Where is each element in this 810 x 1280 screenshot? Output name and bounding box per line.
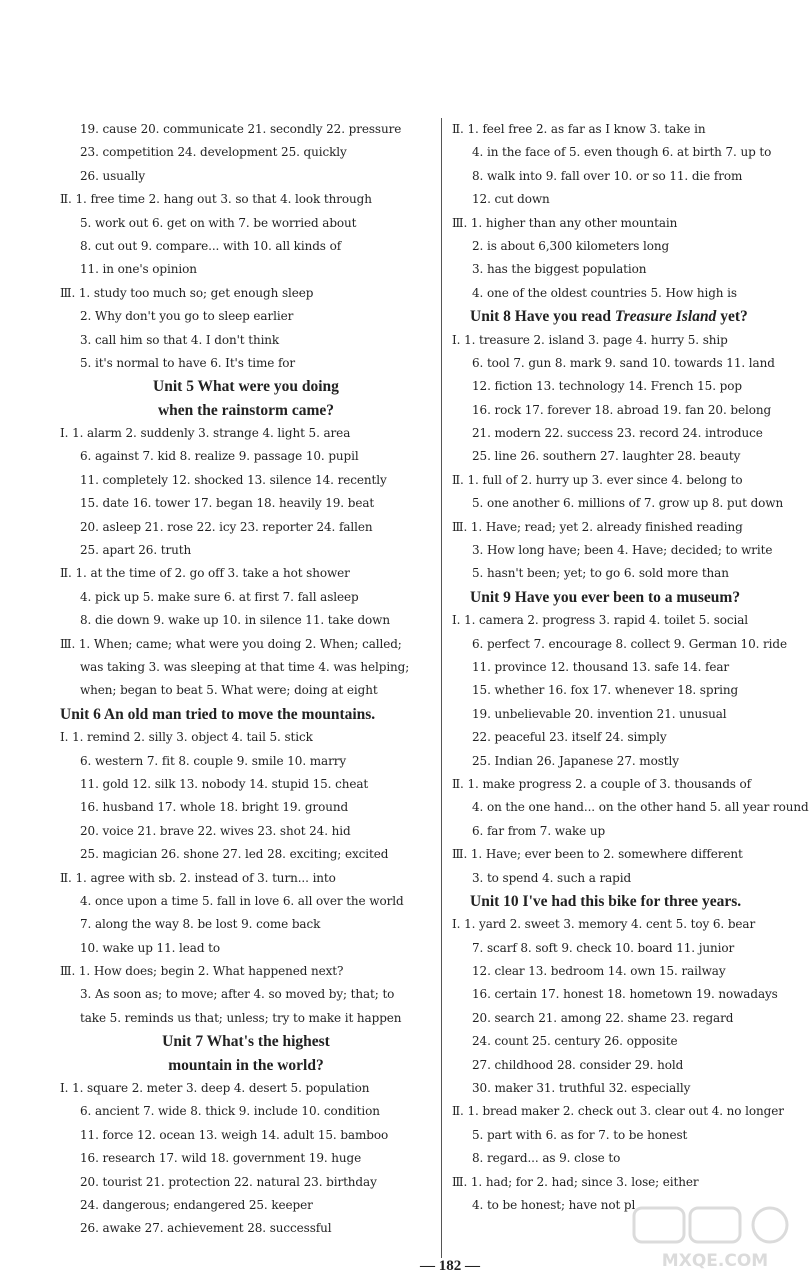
answer-line: 26. usually [80,168,146,183]
answer-line: 11. in one's opinion [80,262,197,277]
answer-line: 5. part with 6. as for 7. to be honest [472,1127,688,1142]
answer-line: 21. modern 22. success 23. record 24. introduce [472,426,763,441]
answer-line: 20. search 21. among 22. shame 23. regard [472,1010,734,1025]
answer-line: 16. research 17. wild 18. government 19. huge [80,1151,362,1166]
answer-line: 3. to spend 4. such a rapid [472,870,632,885]
answer-line: 4. on the one hand... on the other hand 5. all year round [472,800,809,815]
answer-line: 8. regard... as 9. close to [472,1151,621,1166]
book-title: Treasure Island [614,308,717,326]
answer-line: 6. perfect 7. encourage 8. collect 9. German 10. ride [472,636,788,651]
answer-line: 10. wake up 11. lead to [80,940,220,955]
answer-line: 19. unbelievable 20. invention 21. unusual [472,706,727,721]
answer-line: 25. line 26. southern 27. laughter 28. beauty [472,449,741,464]
page-number: — 182 — [420,1258,480,1274]
answer-line: 15. date 16. tower 17. began 18. heavily 19. beat [80,496,375,511]
answer-line: 3. As soon as; to move; after 4. so moved by; that; to [80,987,395,1002]
answer-line: 5. work out 6. get on with 7. be worried about [80,215,357,230]
unit-heading-text: yet? [716,308,748,326]
section-answer-line: Ⅱ. 1. full of 2. hurry up 3. ever since 4. belong to [452,472,743,487]
answer-line: 22. peaceful 23. itself 24. simply [472,730,667,745]
answer-line: 4. in the face of 5. even though 6. at birth 7. up to [472,145,772,160]
answer-line: 16. rock 17. forever 18. abroad 19. fan 20. belong [472,402,772,417]
answer-line: take 5. reminds us that; unless; try to make it happen [80,1010,402,1025]
section-answer-line: Ⅲ. 1. Have; ever been to 2. somewhere different [452,847,743,862]
answer-line: 6. tool 7. gun 8. mark 9. sand 10. towards 11. land [472,355,775,370]
section-answer-line: Ⅰ. 1. yard 2. sweet 3. memory 4. cent 5. toy 6. bear [452,917,756,932]
answer-line: 2. is about 6,300 kilometers long [472,238,670,253]
answer-line: 11. force 12. ocean 13. weigh 14. adult 15. bamboo [80,1127,389,1142]
answer-line: 23. competition 24. development 25. quickly [80,145,347,160]
section-answer-line: Ⅰ. 1. remind 2. silly 3. object 4. tail 5. stick [60,730,313,745]
section-answer-line: Ⅰ. 1. alarm 2. suddenly 3. strange 4. light 5. area [60,426,351,441]
unit-heading: Unit 9 Have you ever been to a museum? [470,588,741,606]
answer-line: 20. asleep 21. rose 22. icy 23. reporter 24. fallen [80,519,373,534]
section-answer-line: Ⅰ. 1. square 2. meter 3. deep 4. desert 5. population [60,1081,370,1096]
section-answer-line: Ⅱ. 1. feel free 2. as far as I know 3. take in [452,122,706,136]
answer-line: 11. completely 12. shocked 13. silence 14. recently [80,472,387,487]
answer-line: 4. pick up 5. make sure 6. at first 7. fall asleep [80,589,359,604]
unit-heading: mountain in the world? [168,1056,324,1074]
answer-line: 26. awake 27. achievement 28. successful [80,1221,332,1236]
answer-line: 25. magician 26. shone 27. led 28. exciting; excited [80,847,389,862]
answer-line: 24. count 25. century 26. opposite [472,1034,678,1049]
answer-line: 6. far from 7. wake up [472,823,606,838]
answer-line: 12. cut down [472,192,550,207]
answer-line: 5. one another 6. millions of 7. grow up 8. put down [472,496,784,511]
answer-line: 25. Indian 26. Japanese 27. mostly [472,753,679,768]
answer-line: 16. certain 17. honest 18. hometown 19. nowadays [472,987,778,1002]
unit-heading: Unit 6 An old man tried to move the mountains. [60,705,376,723]
answer-line: 27. childhood 28. consider 29. hold [472,1057,684,1072]
watermark-logo [630,1204,800,1274]
answer-line: 8. cut out 9. compare... with 10. all kinds of [80,238,342,253]
watermark-text: MXQE.COM [661,1251,769,1271]
section-answer-line: Ⅰ. 1. camera 2. progress 3. rapid 4. toilet 5. social [452,613,749,628]
answer-line: 30. maker 31. truthful 32. especially [472,1081,691,1096]
answer-line: 6. western 7. fit 8. couple 9. smile 10. marry [80,753,347,768]
answer-line: 15. whether 16. fox 17. whenever 18. spring [472,683,739,698]
answer-line: 19. cause 20. communicate 21. secondly 22. pressure [80,122,402,136]
answer-line: 12. clear 13. bedroom 14. own 15. railway [472,964,726,979]
column-divider [441,118,442,1258]
answer-line: 5. it's normal to have 6. It's time for [80,355,296,370]
answer-line: was taking 3. was sleeping at that time 4. was helping; [80,659,410,674]
answer-line: 3. How long have; been 4. Have; decided; to write [472,543,773,558]
answer-line: 16. husband 17. whole 18. bright 19. ground [80,800,349,815]
answer-line: 20. voice 21. brave 22. wives 23. shot 24. hid [80,823,351,838]
section-answer-line: Ⅱ. 1. at the time of 2. go off 3. take a hot shower [60,566,350,581]
right-column [452,118,810,1217]
section-answer-line: Ⅲ. 1. How does; begin 2. What happened next? [60,964,344,979]
answer-line: 11. gold 12. silk 13. nobody 14. stupid 15. cheat [80,776,369,791]
answer-line: 25. apart 26. truth [80,543,192,558]
answer-line: 20. tourist 21. protection 22. natural 23. birthday [80,1174,377,1189]
answer-line: 4. to be honest; have not pl [472,1197,636,1212]
section-answer-line: Ⅰ. 1. treasure 2. island 3. page 4. hurry 5. ship [452,332,728,347]
answer-line: 3. has the biggest population [472,262,647,277]
answer-line: 6. ancient 7. wide 8. thick 9. include 10. condition [80,1104,380,1119]
left-column [60,118,432,1241]
unit-heading: when the rainstorm came? [157,401,335,419]
section-answer-line: Ⅲ. 1. study too much so; get enough sleep [60,285,314,300]
answer-line: 4. one of the oldest countries 5. How high is [472,285,737,300]
answer-line: 5. hasn't been; yet; to go 6. sold more than [472,566,729,581]
answer-line: 3. call him so that 4. I don't think [80,332,280,347]
answer-line: 11. province 12. thousand 13. safe 14. fear [472,659,730,674]
section-answer-line: Ⅱ. 1. bread maker 2. check out 3. clear out 4. no longer [452,1104,784,1119]
section-answer-line: Ⅲ. 1. higher than any other mountain [452,215,678,230]
section-answer-line: Ⅱ. 1. agree with sb. 2. instead of 3. turn... into [60,870,336,885]
answer-line: 8. walk into 9. fall over 10. or so 11. die from [472,168,743,183]
section-answer-line: Ⅱ. 1. make progress 2. a couple of 3. thousands of [452,776,752,791]
answer-line: when; began to beat 5. What were; doing at eight [80,683,378,698]
unit-heading: Unit 10 I've had this bike for three years. [470,892,742,910]
unit-heading: Unit 5 What were you doing [153,378,339,396]
unit-heading: Unit 7 What's the highest [162,1033,330,1051]
section-answer-line: Ⅱ. 1. free time 2. hang out 3. so that 4. look through [60,192,372,207]
answer-line: 2. Why don't you go to sleep earlier [80,309,294,324]
section-answer-line: Ⅲ. 1. Have; read; yet 2. already finished reading [452,519,743,534]
answer-line: 7. scarf 8. soft 9. check 10. board 11. junior [472,940,735,955]
answer-line: 6. against 7. kid 8. realize 9. passage 10. pupil [80,449,359,464]
unit-heading [452,305,810,328]
unit-heading-text: Unit 8 Have you read [470,308,615,326]
answer-line: 12. fiction 13. technology 14. French 15. pop [472,379,742,394]
section-answer-line: Ⅲ. 1. had; for 2. had; since 3. lose; either [452,1174,699,1189]
answer-line: 4. once upon a time 5. fall in love 6. all over the world [80,893,404,908]
answer-line: 8. die down 9. wake up 10. in silence 11. take down [80,613,390,628]
answer-line: 24. dangerous; endangered 25. keeper [80,1197,313,1212]
section-answer-line: Ⅲ. 1. When; came; what were you doing 2. When; called; [60,636,402,651]
answer-line: 7. along the way 8. be lost 9. come back [80,917,321,932]
